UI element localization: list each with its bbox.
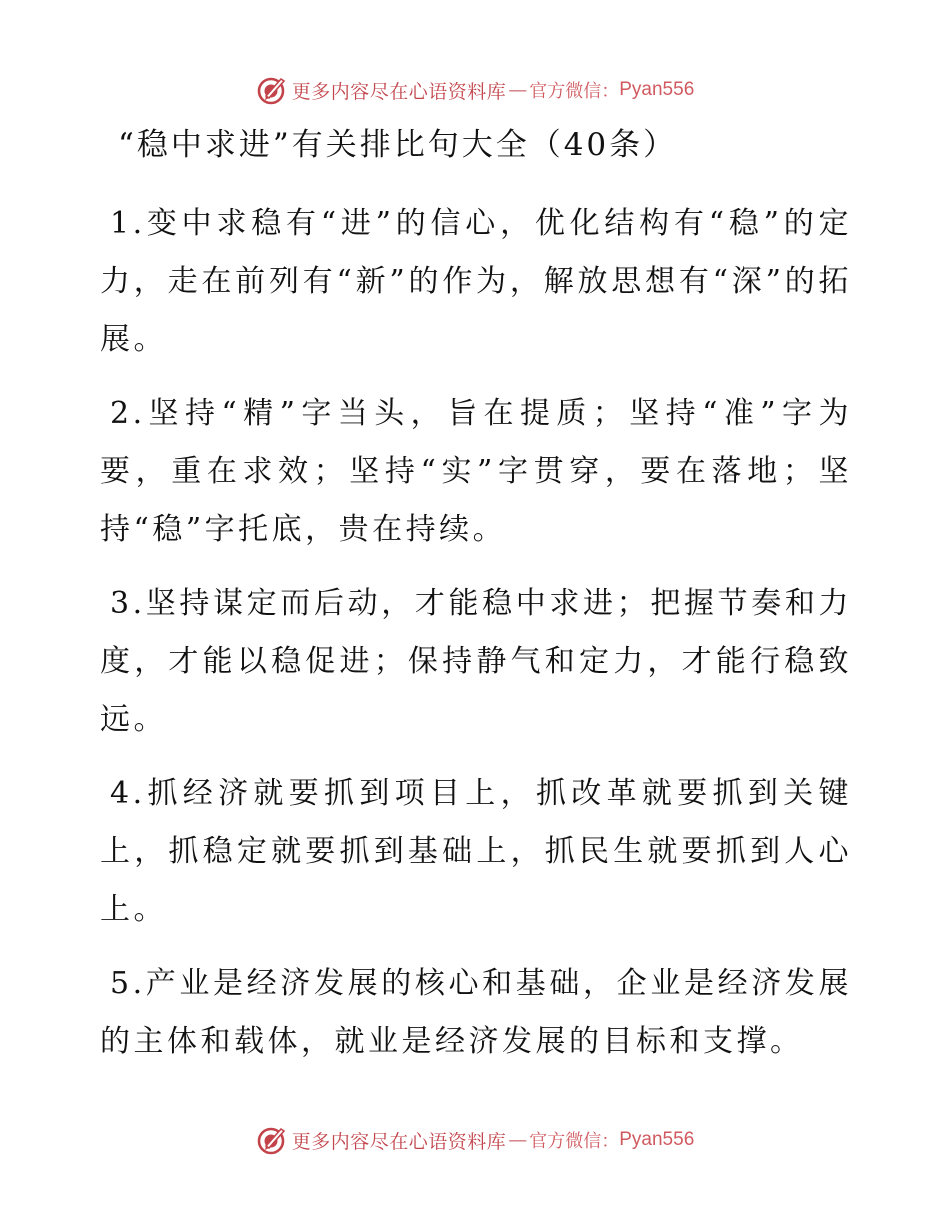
watermark-handle: Pyan556 [619,1129,695,1150]
paragraph-text: 变中求稳有“进”的信心，优化结构有“稳”的定力，走在前列有“新”的作为，解放思想有“深”的拓展。 [100,206,852,357]
document-title: “稳中求进”有关排比句大全（40条） [118,127,678,163]
paragraph-4 [100,765,852,939]
paragraph-number: 4. [110,776,146,811]
watermark-handle: Pyan556 [619,79,695,100]
paragraph-3 [100,575,852,749]
paragraph-text: 产业是经济发展的核心和基础，企业是经济发展的主体和载体，就业是经济发展的目标和支撑。 [100,966,852,1059]
pen-logo-icon [256,75,286,105]
paragraph-1 [100,195,852,369]
paragraph-text: 坚持“精”字当头，旨在提质；坚持“准”字为要，重在求效；坚持“实”字贯穿，要在落地；坚持“稳”字托底，贵在持续。 [100,396,852,547]
watermark-brand-text: 更多内容尽在心语资料库 [291,80,507,103]
paragraph-2 [100,385,852,559]
paragraph-number: 3. [110,586,146,621]
paragraph-text: 抓经济就要抓到项目上，抓改革就要抓到关键上，抓稳定就要抓到基础上，抓民生就要抓到人心上。 [100,776,852,927]
paragraph-5 [100,955,852,1071]
paragraph-text: 坚持谋定而后动，才能稳中求进；把握节奏和力度，才能以稳促进；保持静气和定力，才能行稳致远。 [100,586,852,737]
watermark-official-label: 官方微信： [529,81,620,102]
watermark-dash: — [508,79,528,101]
header-watermark-banner [0,70,950,110]
watermark-brand-text: 更多内容尽在心语资料库 [291,1130,507,1153]
paragraph-number: 2. [110,396,146,431]
paragraph-number: 1. [110,206,146,241]
paragraph-number: 5. [110,966,146,1001]
watermark-dash: — [508,1129,528,1151]
footer-watermark-banner [0,1120,950,1160]
watermark-official-label: 官方微信： [529,1131,620,1152]
document-body [100,195,852,1087]
pen-logo-icon [256,1125,286,1155]
